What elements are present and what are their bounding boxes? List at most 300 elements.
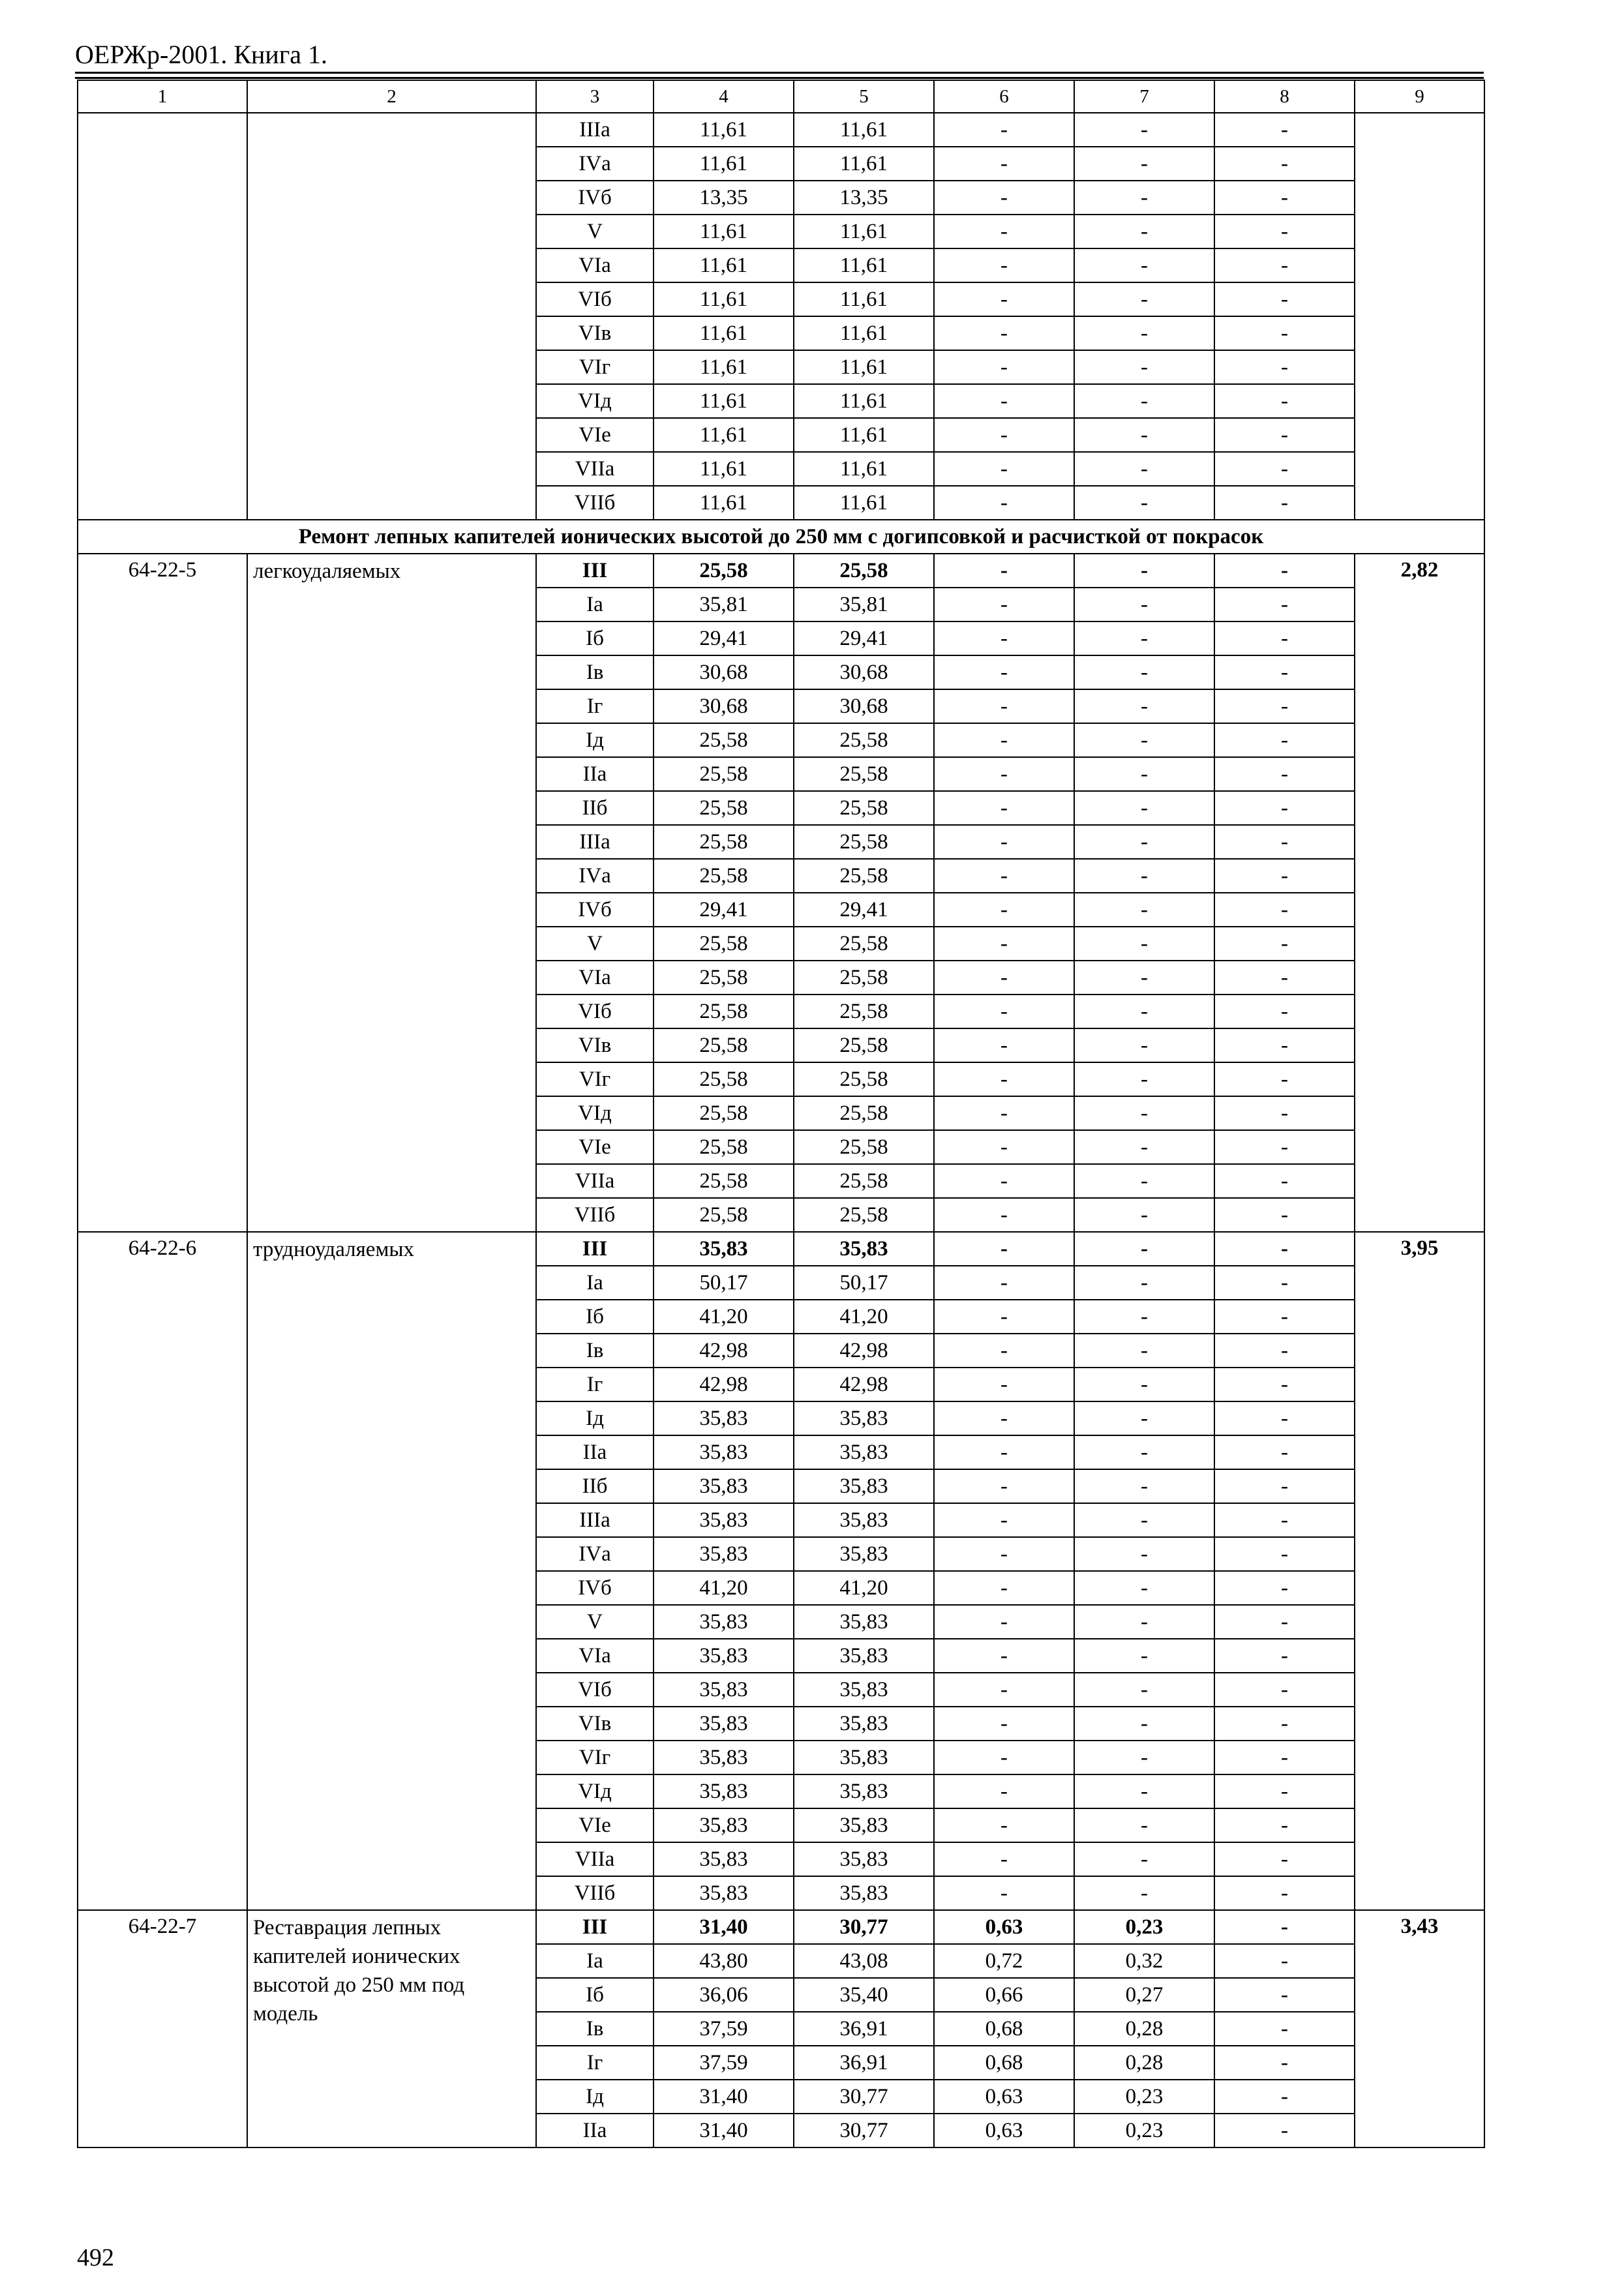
wages-cell: 11,61 bbox=[794, 113, 934, 147]
machines-cell: - bbox=[934, 1266, 1074, 1300]
wages-cell: 11,61 bbox=[794, 384, 934, 418]
wages-machinists-cell: - bbox=[1074, 350, 1214, 384]
materials-cell: - bbox=[1214, 995, 1355, 1028]
column-number: 7 bbox=[1074, 80, 1214, 113]
wages-cell: 36,91 bbox=[794, 2046, 934, 2080]
section-title: Ремонт лепных капителей ионических высотой до 250 мм с догипсовкой и расчисткой от покрасок bbox=[78, 520, 1484, 554]
total-cost-cell: 30,68 bbox=[654, 689, 794, 723]
wages-machinists-cell: - bbox=[1074, 554, 1214, 588]
machines-cell: - bbox=[934, 757, 1074, 791]
wages-machinists-cell: - bbox=[1074, 1266, 1214, 1300]
wages-machinists-cell: - bbox=[1074, 927, 1214, 961]
coefficient-cell: Iг bbox=[536, 689, 654, 723]
materials-cell: - bbox=[1214, 1944, 1355, 1978]
coefficient-cell: VIб bbox=[536, 995, 654, 1028]
coefficient-cell: Iб bbox=[536, 621, 654, 655]
machines-cell: - bbox=[934, 893, 1074, 927]
machines-cell: - bbox=[934, 350, 1074, 384]
coefficient-cell: V bbox=[536, 215, 654, 248]
machines-cell: - bbox=[934, 1130, 1074, 1164]
page-number: 492 bbox=[77, 2244, 114, 2271]
total-cost-cell: 11,61 bbox=[654, 113, 794, 147]
coefficient-cell: VIа bbox=[536, 248, 654, 282]
wages-machinists-cell: - bbox=[1074, 588, 1214, 621]
table-row bbox=[78, 1910, 1484, 1944]
materials-cell: - bbox=[1214, 1876, 1355, 1910]
wages-cell: 35,83 bbox=[794, 1741, 934, 1774]
coefficient-cell: VIе bbox=[536, 1130, 654, 1164]
coefficient-cell: IVб bbox=[536, 1571, 654, 1605]
wages-machinists-cell: - bbox=[1074, 316, 1214, 350]
machines-cell: - bbox=[934, 1164, 1074, 1198]
wages-cell: 42,98 bbox=[794, 1368, 934, 1401]
materials-cell: - bbox=[1214, 1300, 1355, 1334]
wages-machinists-cell: - bbox=[1074, 248, 1214, 282]
coefficient-cell: VIа bbox=[536, 1639, 654, 1673]
coefficient-cell: VIв bbox=[536, 1028, 654, 1062]
materials-cell: - bbox=[1214, 181, 1355, 215]
coefficient-cell: Iб bbox=[536, 1300, 654, 1334]
code-cell bbox=[78, 113, 247, 520]
coefficient-cell: Iа bbox=[536, 1266, 654, 1300]
machines-cell: - bbox=[934, 1198, 1074, 1232]
wages-machinists-cell: - bbox=[1074, 757, 1214, 791]
table-row bbox=[78, 113, 1484, 147]
wages-cell: 35,83 bbox=[794, 1605, 934, 1639]
machines-cell: - bbox=[934, 1334, 1074, 1368]
wages-machinists-cell: - bbox=[1074, 181, 1214, 215]
wages-machinists-cell: - bbox=[1074, 621, 1214, 655]
code-cell: 64-22-7 bbox=[78, 1910, 247, 2147]
coefficient-cell: IVа bbox=[536, 859, 654, 893]
coefficient-cell: V bbox=[536, 927, 654, 961]
total-cost-cell: 35,83 bbox=[654, 1876, 794, 1910]
materials-cell: - bbox=[1214, 1130, 1355, 1164]
wages-cell: 25,58 bbox=[794, 825, 934, 859]
description-cell bbox=[247, 113, 536, 520]
total-cost-cell: 37,59 bbox=[654, 2046, 794, 2080]
materials-cell: - bbox=[1214, 2114, 1355, 2147]
wages-cell: 30,68 bbox=[794, 655, 934, 689]
materials-cell: - bbox=[1214, 418, 1355, 452]
total-cost-cell: 35,83 bbox=[654, 1401, 794, 1435]
wages-cell: 35,83 bbox=[794, 1232, 934, 1266]
total-cost-cell: 25,58 bbox=[654, 961, 794, 995]
total-cost-cell: 25,58 bbox=[654, 927, 794, 961]
coefficient-cell: VIIб bbox=[536, 1198, 654, 1232]
wages-cell: 35,83 bbox=[794, 1537, 934, 1571]
wages-cell: 25,58 bbox=[794, 757, 934, 791]
total-cost-cell: 25,58 bbox=[654, 791, 794, 825]
description-cell: легкоудаляемых bbox=[247, 554, 536, 1232]
wages-machinists-cell: - bbox=[1074, 1842, 1214, 1876]
total-cost-cell: 30,68 bbox=[654, 655, 794, 689]
materials-cell: - bbox=[1214, 859, 1355, 893]
materials-cell: - bbox=[1214, 1808, 1355, 1842]
total-cost-cell: 25,58 bbox=[654, 1062, 794, 1096]
coefficient-cell: IIIа bbox=[536, 1503, 654, 1537]
wages-cell: 25,58 bbox=[794, 1096, 934, 1130]
wages-cell: 11,61 bbox=[794, 350, 934, 384]
wages-machinists-cell: - bbox=[1074, 1639, 1214, 1673]
column-number: 5 bbox=[794, 80, 934, 113]
coefficient-cell: Iв bbox=[536, 2012, 654, 2046]
materials-cell: - bbox=[1214, 147, 1355, 181]
wages-machinists-cell: - bbox=[1074, 1808, 1214, 1842]
wages-cell: 43,08 bbox=[794, 1944, 934, 1978]
coefficient-cell: IIIа bbox=[536, 825, 654, 859]
machines-cell: - bbox=[934, 1028, 1074, 1062]
table-row bbox=[78, 1232, 1484, 1266]
machines-cell: 0,72 bbox=[934, 1944, 1074, 1978]
wages-machinists-cell: - bbox=[1074, 1096, 1214, 1130]
total-cost-cell: 25,58 bbox=[654, 554, 794, 588]
wages-machinists-cell: - bbox=[1074, 961, 1214, 995]
machines-cell: - bbox=[934, 825, 1074, 859]
coefficient-cell: IVб bbox=[536, 181, 654, 215]
machines-cell: - bbox=[934, 1774, 1074, 1808]
machines-cell: - bbox=[934, 316, 1074, 350]
wages-cell: 11,61 bbox=[794, 452, 934, 486]
coefficient-cell: IIа bbox=[536, 1435, 654, 1469]
materials-cell: - bbox=[1214, 723, 1355, 757]
machines-cell: - bbox=[934, 282, 1074, 316]
total-cost-cell: 35,83 bbox=[654, 1503, 794, 1537]
materials-cell: - bbox=[1214, 1266, 1355, 1300]
materials-cell: - bbox=[1214, 621, 1355, 655]
column-number: 4 bbox=[654, 80, 794, 113]
materials-cell: - bbox=[1214, 1605, 1355, 1639]
wages-cell: 35,83 bbox=[794, 1808, 934, 1842]
wages-cell: 35,83 bbox=[794, 1503, 934, 1537]
wages-cell: 29,41 bbox=[794, 893, 934, 927]
machines-cell: - bbox=[934, 1571, 1074, 1605]
total-cost-cell: 25,58 bbox=[654, 1130, 794, 1164]
materials-cell: - bbox=[1214, 1435, 1355, 1469]
materials-cell: - bbox=[1214, 825, 1355, 859]
wages-machinists-cell: - bbox=[1074, 1300, 1214, 1334]
coefficient-cell: IVа bbox=[536, 147, 654, 181]
coefficient-cell: VIа bbox=[536, 961, 654, 995]
total-cell: 2,82 bbox=[1355, 554, 1484, 1232]
wages-cell: 11,61 bbox=[794, 486, 934, 520]
code-cell: 64-22-5 bbox=[78, 554, 247, 1232]
wages-machinists-cell: - bbox=[1074, 689, 1214, 723]
code-cell: 64-22-6 bbox=[78, 1232, 247, 1910]
machines-cell: - bbox=[934, 1062, 1074, 1096]
column-number-row bbox=[78, 80, 1484, 113]
coefficient-cell: III bbox=[536, 1910, 654, 1944]
total-cost-cell: 25,58 bbox=[654, 757, 794, 791]
wages-cell: 35,83 bbox=[794, 1842, 934, 1876]
wages-machinists-cell: - bbox=[1074, 723, 1214, 757]
total-cost-cell: 31,40 bbox=[654, 1910, 794, 1944]
total-cost-cell: 43,80 bbox=[654, 1944, 794, 1978]
machines-cell: - bbox=[934, 486, 1074, 520]
materials-cell: - bbox=[1214, 1639, 1355, 1673]
wages-cell: 35,83 bbox=[794, 1469, 934, 1503]
machines-cell: - bbox=[934, 452, 1074, 486]
total-cost-cell: 11,61 bbox=[654, 282, 794, 316]
wages-cell: 13,35 bbox=[794, 181, 934, 215]
wages-cell: 35,83 bbox=[794, 1707, 934, 1741]
total-cost-cell: 37,59 bbox=[654, 2012, 794, 2046]
wages-cell: 25,58 bbox=[794, 791, 934, 825]
wages-machinists-cell: - bbox=[1074, 147, 1214, 181]
wages-machinists-cell: - bbox=[1074, 791, 1214, 825]
coefficient-cell: Iа bbox=[536, 588, 654, 621]
wages-cell: 11,61 bbox=[794, 215, 934, 248]
coefficient-cell: VIIа bbox=[536, 1842, 654, 1876]
wages-machinists-cell: - bbox=[1074, 113, 1214, 147]
coefficient-cell: VIг bbox=[536, 350, 654, 384]
materials-cell: - bbox=[1214, 893, 1355, 927]
machines-cell: - bbox=[934, 113, 1074, 147]
total-cost-cell: 25,58 bbox=[654, 825, 794, 859]
total-cost-cell: 36,06 bbox=[654, 1978, 794, 2012]
wages-cell: 25,58 bbox=[794, 1062, 934, 1096]
wages-machinists-cell: - bbox=[1074, 1469, 1214, 1503]
wages-machinists-cell: - bbox=[1074, 1774, 1214, 1808]
machines-cell: - bbox=[934, 1639, 1074, 1673]
materials-cell: - bbox=[1214, 1503, 1355, 1537]
wages-machinists-cell: - bbox=[1074, 418, 1214, 452]
coefficient-cell: Iг bbox=[536, 2046, 654, 2080]
wages-cell: 30,77 bbox=[794, 1910, 934, 1944]
total-cost-cell: 25,58 bbox=[654, 1096, 794, 1130]
machines-cell: - bbox=[934, 1605, 1074, 1639]
total-cost-cell: 11,61 bbox=[654, 147, 794, 181]
total-cost-cell: 35,83 bbox=[654, 1639, 794, 1673]
materials-cell: - bbox=[1214, 1028, 1355, 1062]
coefficient-cell: VIв bbox=[536, 1707, 654, 1741]
machines-cell: - bbox=[934, 147, 1074, 181]
machines-cell: - bbox=[934, 1741, 1074, 1774]
coefficient-cell: VIIб bbox=[536, 1876, 654, 1910]
machines-cell: - bbox=[934, 1232, 1074, 1266]
wages-cell: 30,77 bbox=[794, 2114, 934, 2147]
total-cost-cell: 11,61 bbox=[654, 452, 794, 486]
materials-cell: - bbox=[1214, 689, 1355, 723]
wages-machinists-cell: - bbox=[1074, 1503, 1214, 1537]
materials-cell: - bbox=[1214, 1910, 1355, 1944]
table-body bbox=[78, 80, 1484, 2147]
wages-machinists-cell: - bbox=[1074, 1537, 1214, 1571]
machines-cell: - bbox=[934, 1435, 1074, 1469]
column-number: 8 bbox=[1214, 80, 1355, 113]
coefficient-cell: III bbox=[536, 554, 654, 588]
wages-machinists-cell: - bbox=[1074, 859, 1214, 893]
coefficient-cell: IIб bbox=[536, 1469, 654, 1503]
machines-cell: - bbox=[934, 1673, 1074, 1707]
description-cell: трудноудаляемых bbox=[247, 1232, 536, 1910]
coefficient-cell: VIд bbox=[536, 1096, 654, 1130]
materials-cell: - bbox=[1214, 2046, 1355, 2080]
wages-cell: 41,20 bbox=[794, 1300, 934, 1334]
wages-cell: 25,58 bbox=[794, 961, 934, 995]
wages-machinists-cell: - bbox=[1074, 486, 1214, 520]
wages-cell: 35,83 bbox=[794, 1876, 934, 1910]
materials-cell: - bbox=[1214, 1198, 1355, 1232]
wages-cell: 35,40 bbox=[794, 1978, 934, 2012]
wages-machinists-cell: - bbox=[1074, 1028, 1214, 1062]
coefficient-cell: Iд bbox=[536, 1401, 654, 1435]
wages-cell: 11,61 bbox=[794, 418, 934, 452]
wages-cell: 35,83 bbox=[794, 1401, 934, 1435]
total-cost-cell: 35,83 bbox=[654, 1435, 794, 1469]
coefficient-cell: IIа bbox=[536, 2114, 654, 2147]
machines-cell: 0,63 bbox=[934, 2114, 1074, 2147]
total-cost-cell: 11,61 bbox=[654, 316, 794, 350]
materials-cell: - bbox=[1214, 927, 1355, 961]
total-cost-cell: 11,61 bbox=[654, 384, 794, 418]
materials-cell: - bbox=[1214, 1673, 1355, 1707]
wages-machinists-cell: - bbox=[1074, 893, 1214, 927]
total-cost-cell: 35,83 bbox=[654, 1673, 794, 1707]
wages-cell: 25,58 bbox=[794, 723, 934, 757]
machines-cell: - bbox=[934, 1401, 1074, 1435]
column-number: 1 bbox=[78, 80, 247, 113]
description-cell: Реставрация лепных капителей ионических высотой до 250 мм под модель bbox=[247, 1910, 536, 2147]
total-cost-cell: 11,61 bbox=[654, 215, 794, 248]
machines-cell: - bbox=[934, 248, 1074, 282]
materials-cell: - bbox=[1214, 282, 1355, 316]
machines-cell: - bbox=[934, 418, 1074, 452]
materials-cell: - bbox=[1214, 1741, 1355, 1774]
machines-cell: - bbox=[934, 621, 1074, 655]
header-rule-double bbox=[75, 77, 1484, 79]
wages-cell: 35,83 bbox=[794, 1774, 934, 1808]
wages-machinists-cell: - bbox=[1074, 1707, 1214, 1741]
machines-cell: - bbox=[934, 995, 1074, 1028]
wages-machinists-cell: - bbox=[1074, 452, 1214, 486]
machines-cell: - bbox=[934, 1707, 1074, 1741]
machines-cell: 0,63 bbox=[934, 2080, 1074, 2114]
wages-machinists-cell: - bbox=[1074, 1368, 1214, 1401]
machines-cell: 0,63 bbox=[934, 1910, 1074, 1944]
wages-machinists-cell: - bbox=[1074, 995, 1214, 1028]
column-number: 6 bbox=[934, 80, 1074, 113]
wages-machinists-cell: - bbox=[1074, 215, 1214, 248]
machines-cell: - bbox=[934, 1503, 1074, 1537]
materials-cell: - bbox=[1214, 1062, 1355, 1096]
wages-cell: 25,58 bbox=[794, 859, 934, 893]
wages-machinists-cell: - bbox=[1074, 1130, 1214, 1164]
total-cost-cell: 25,58 bbox=[654, 1028, 794, 1062]
wages-cell: 30,68 bbox=[794, 689, 934, 723]
wages-cell: 25,58 bbox=[794, 554, 934, 588]
machines-cell: - bbox=[934, 655, 1074, 689]
materials-cell: - bbox=[1214, 248, 1355, 282]
machines-cell: - bbox=[934, 1842, 1074, 1876]
wages-cell: 25,58 bbox=[794, 1198, 934, 1232]
norms-table bbox=[77, 80, 1485, 2148]
total-cost-cell: 35,83 bbox=[654, 1741, 794, 1774]
total-cell: 3,95 bbox=[1355, 1232, 1484, 1910]
materials-cell: - bbox=[1214, 1368, 1355, 1401]
total-cost-cell: 11,61 bbox=[654, 350, 794, 384]
coefficient-cell: Iд bbox=[536, 2080, 654, 2114]
materials-cell: - bbox=[1214, 961, 1355, 995]
materials-cell: - bbox=[1214, 2012, 1355, 2046]
wages-machinists-cell: - bbox=[1074, 1741, 1214, 1774]
machines-cell: - bbox=[934, 791, 1074, 825]
coefficient-cell: V bbox=[536, 1605, 654, 1639]
total-cost-cell: 25,58 bbox=[654, 723, 794, 757]
coefficient-cell: VIе bbox=[536, 418, 654, 452]
wages-machinists-cell: - bbox=[1074, 1164, 1214, 1198]
wages-cell: 29,41 bbox=[794, 621, 934, 655]
coefficient-cell: VIг bbox=[536, 1741, 654, 1774]
total-cost-cell: 31,40 bbox=[654, 2114, 794, 2147]
wages-machinists-cell: 0,23 bbox=[1074, 1910, 1214, 1944]
machines-cell: - bbox=[934, 1808, 1074, 1842]
wages-machinists-cell: - bbox=[1074, 1198, 1214, 1232]
wages-cell: 11,61 bbox=[794, 282, 934, 316]
wages-cell: 41,20 bbox=[794, 1571, 934, 1605]
total-cost-cell: 35,83 bbox=[654, 1537, 794, 1571]
wages-cell: 25,58 bbox=[794, 927, 934, 961]
column-number: 9 bbox=[1355, 80, 1484, 113]
materials-cell: - bbox=[1214, 215, 1355, 248]
materials-cell: - bbox=[1214, 1774, 1355, 1808]
wages-cell: 35,83 bbox=[794, 1639, 934, 1673]
machines-cell: - bbox=[934, 1368, 1074, 1401]
total-cell: 3,43 bbox=[1355, 1910, 1484, 2147]
wages-cell: 11,61 bbox=[794, 147, 934, 181]
total-cost-cell: 42,98 bbox=[654, 1368, 794, 1401]
wages-machinists-cell: 0,23 bbox=[1074, 2114, 1214, 2147]
materials-cell: - bbox=[1214, 1232, 1355, 1266]
document-title: ОЕРЖр-2001. Книга 1. bbox=[75, 40, 327, 69]
wages-machinists-cell: 0,28 bbox=[1074, 2046, 1214, 2080]
header-rule bbox=[75, 72, 1484, 74]
machines-cell: - bbox=[934, 1300, 1074, 1334]
wages-cell: 36,91 bbox=[794, 2012, 934, 2046]
total-cost-cell: 31,40 bbox=[654, 2080, 794, 2114]
wages-machinists-cell: - bbox=[1074, 1334, 1214, 1368]
coefficient-cell: VIе bbox=[536, 1808, 654, 1842]
wages-machinists-cell: - bbox=[1074, 282, 1214, 316]
machines-cell: - bbox=[934, 554, 1074, 588]
machines-cell: - bbox=[934, 689, 1074, 723]
materials-cell: - bbox=[1214, 1096, 1355, 1130]
coefficient-cell: VIIа bbox=[536, 452, 654, 486]
column-number: 2 bbox=[247, 80, 536, 113]
materials-cell: - bbox=[1214, 791, 1355, 825]
coefficient-cell: VIд bbox=[536, 384, 654, 418]
wages-cell: 35,83 bbox=[794, 1673, 934, 1707]
wages-machinists-cell: - bbox=[1074, 1605, 1214, 1639]
total-cost-cell: 35,83 bbox=[654, 1774, 794, 1808]
machines-cell: - bbox=[934, 181, 1074, 215]
wages-machinists-cell: 0,27 bbox=[1074, 1978, 1214, 2012]
coefficient-cell: Iв bbox=[536, 1334, 654, 1368]
materials-cell: - bbox=[1214, 1401, 1355, 1435]
materials-cell: - bbox=[1214, 452, 1355, 486]
section-title-row bbox=[78, 520, 1484, 554]
wages-cell: 30,77 bbox=[794, 2080, 934, 2114]
coefficient-cell: III bbox=[536, 1232, 654, 1266]
wages-machinists-cell: - bbox=[1074, 1876, 1214, 1910]
coefficient-cell: IVб bbox=[536, 893, 654, 927]
total-cost-cell: 35,83 bbox=[654, 1232, 794, 1266]
wages-machinists-cell: - bbox=[1074, 1062, 1214, 1096]
total-cost-cell: 41,20 bbox=[654, 1300, 794, 1334]
wages-cell: 25,58 bbox=[794, 1164, 934, 1198]
materials-cell: - bbox=[1214, 1842, 1355, 1876]
table-row bbox=[78, 554, 1484, 588]
